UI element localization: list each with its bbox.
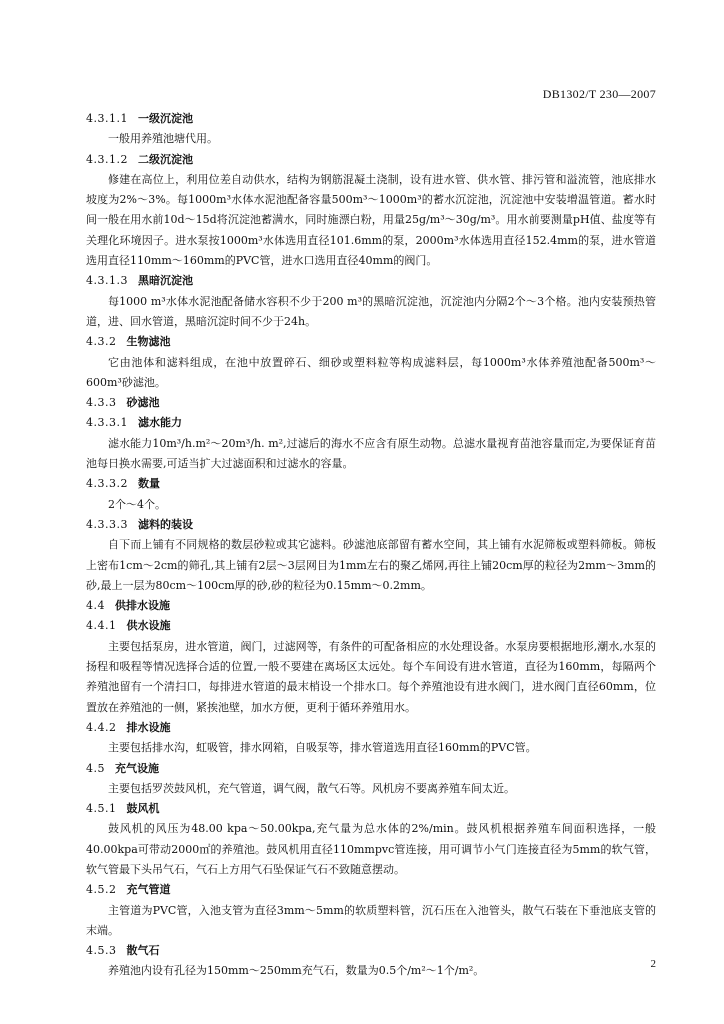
section-title: 散气石 [126,944,160,958]
section-heading [86,616,656,636]
section-title: 鼓风机 [126,802,160,816]
section-heading [86,596,656,616]
section-number: 4.5.2 [86,883,117,897]
page-number: 2 [650,958,656,970]
section-heading [86,799,656,819]
section-title: 充气管道 [126,883,171,897]
section-title: 滤水能力 [137,416,182,430]
section-heading [86,474,656,494]
document-body [86,109,656,982]
section-heading [86,271,656,291]
section-number: 4.3.3.1 [86,416,128,430]
section-number: 4.5 [86,761,105,775]
section-heading [86,109,656,129]
section-heading [86,941,656,961]
section-title: 黑暗沉淀池 [137,274,193,288]
paragraph: 主要包括罗茨鼓风机，充气管道，调气阀，散气石等。风机房不要离养殖车间太近。 [108,781,515,795]
section-number: 4.3.1.1 [86,112,128,125]
section-heading [86,718,656,738]
section-title: 充气设施 [115,761,159,775]
section-number: 4.3.3.2 [86,477,128,491]
section-title: 二级沉淀池 [137,152,193,166]
section-title: 供排水设施 [115,599,170,613]
section-number: 4.3.1.3 [86,274,128,288]
section-title: 生物滤池 [126,335,171,349]
paragraph: 主要包括排水沟，虹吸管，排水网箱，自吸泵等，排水管道选用直径160mm的PVC管。 [108,741,537,755]
section-heading [86,880,656,900]
section-number: 4.4 [86,599,105,613]
section-title: 供水设施 [126,619,171,633]
section-title: 排水设施 [126,720,171,734]
section-number: 4.4.2 [86,720,117,734]
section-title: 数量 [137,477,160,491]
paragraph: 鼓风机的风压为48.00 kpa～50.00kpa,充气量为总水体的2%/min。鼓风机根据养殖车间面积选择，一般40.00kpa可带动2000㎡的养殖池。鼓风机用直径110mmpvc管连接，用可调节小气门连接直径为5mm的软气管，软气管最下头吊气石，气石上方用气石坠保证气石不致随意摆动。 [86,822,656,876]
section-title: 滤料的装设 [137,517,193,531]
section-number: 4.3.1.2 [86,152,128,166]
paragraph: 每1000 m³水体水泥池配备储水容积不少于200 m³的黑暗沉淀池，沉淀池内分隔2个～3个格。池内安装预热管道，进、回水管道，黑暗沉淀时间不少于24h。 [86,294,656,328]
section-number: 4.3.2 [86,335,117,349]
section-number: 4.3.3.3 [86,517,128,531]
paragraph: 养殖池内设有孔径为150mm～250mm充气石，数量为0.5个/m²～1个/m²。 [108,964,485,978]
paragraph: 主管道为PVC管，入池支管为直径3mm～5mm的软质塑料管，沉石压在入池管头，散气石装在下垂池底支管的末端。 [86,903,656,937]
paragraph: 它由池体和滤料组成，在池中放置碎石、细砂或塑料粒等构成滤料层，每1000m³水体养殖池配备500m³～600m³砂滤池。 [86,355,656,389]
section-heading [86,332,656,352]
section-heading [86,759,656,779]
section-number: 4.4.1 [86,619,117,633]
section-heading [86,413,656,433]
paragraph: 一般用养殖池塘代用。 [108,132,218,146]
section-heading [86,393,656,413]
paragraph: 自下而上铺有不同规格的数层砂粒或其它滤料。砂滤池底部留有蓄水空间，其上铺有水泥筛板或塑料筛板。筛板上密布1cm～2cm的筛孔,其上铺有2层～3层网目为1mm左右的聚乙烯网,再往上铺20cm厚的粒径为2mm～3mm的砂,最上一层为80cm～100cm厚的砂,砂的粒径为0.15mm～0.2mm。 [86,538,656,592]
section-title: 砂滤池 [126,396,160,410]
paragraph: 2个～4个。 [108,497,166,511]
section-title: 一级沉淀池 [137,112,193,125]
paragraph: 修建在高位上，利用位差自动供水，结构为钢筋混凝土浇制，设有进水管、供水管、排污管和溢流管，池底排水坡度为2%～3%。每1000m³水体水泥池配备容量500m³～1000m³的蓄水沉淀池，沉淀池中安装增温管道。蓄水时间一般在用水前10d～15d将沉淀池蓄满水，同时施漂白粉，用量25g/m³～30g/m³。用水前要测量pH值、盐度等有关理化环境因子。进水泵按1000m³水体选用直径101.6mm的泵，2000m³水体选用直径152.4mm的泵，进水管道选用直径110mm～160mm的PVC管，进水口选用直径40mm的阀门。 [86,172,656,268]
paragraph: 滤水能力10m³/h.m²～20m³/h. m²,过滤后的海水不应含有原生动物。总滤水量视育苗池容量而定,为要保证育苗池每日换水需要,可适当扩大过滤面积和过滤水的容量。 [86,436,656,471]
paragraph: 主要包括泵房，进水管道，阀门，过滤网等，有条件的可配备相应的水处理设备。水泵房要根据地形,潮水,水泵的扬程和吸程等情况选择合适的位置,一般不要建在离场区太远处。每个车间设有进水管道，直径为160mm，每隔两个养殖池留有一个清扫口，每排进水管道的最末梢设一个排水口。每个养殖池设有进水阀门，进水阀门直径60mm，位置放在养殖池的一侧，紧挨池壁，加水方便，更利于循环养殖用水。 [86,639,656,714]
document-id: DB1302/T 230—2007 [542,87,656,101]
section-heading [86,150,656,170]
section-heading [86,515,656,535]
section-number: 4.5.3 [86,944,117,958]
section-number: 4.3.3 [86,396,117,410]
section-number: 4.5.1 [86,802,117,816]
